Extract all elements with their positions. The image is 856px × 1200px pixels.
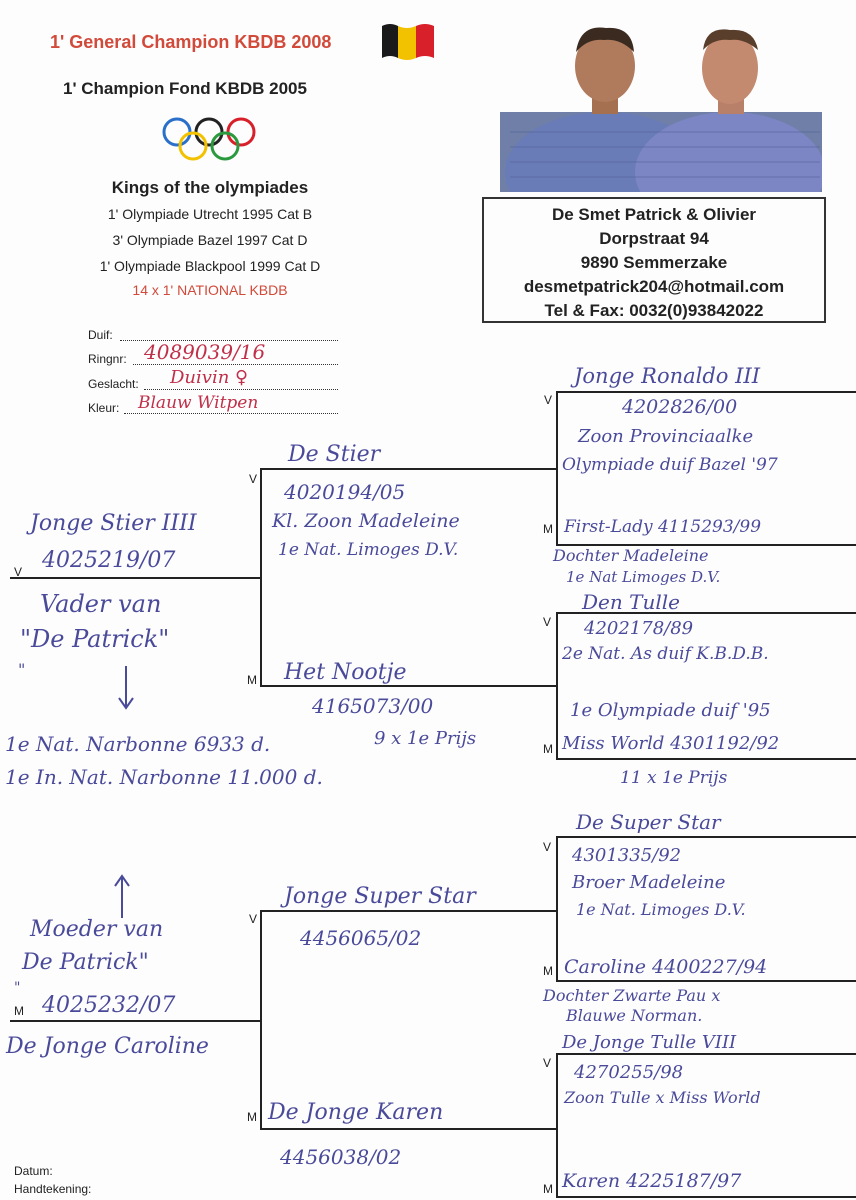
sss-ring: 4202826/00	[622, 396, 738, 418]
sire-result2: 1e In. Nat. Narbonne 11.000 d.	[5, 765, 323, 789]
dam-marker: M	[14, 1004, 24, 1018]
ss-line1: Kl. Zoon Madeleine	[272, 510, 460, 532]
sire-note2: "De Patrick"	[20, 625, 170, 653]
dd-line	[260, 1128, 558, 1130]
duif-label: Duif:	[88, 328, 113, 342]
dss-ring: 4301335/92	[572, 845, 682, 866]
ss-ring: 4020194/05	[284, 480, 406, 504]
sire-result1: 1e Nat. Narbonne 6933 d.	[5, 732, 271, 756]
dam-line	[10, 1020, 262, 1022]
sire-quote: "	[18, 660, 26, 679]
sd-name: Het Nootje	[284, 660, 407, 685]
dam-name: De Jonge Caroline	[6, 1034, 209, 1059]
dss-marker: V	[543, 840, 552, 854]
dd-bracket	[556, 1053, 558, 1198]
contact-street: Dorpstraat 94	[599, 229, 709, 248]
dsd-line1: Dochter Zwarte Pau x	[543, 986, 721, 1005]
kleur-value: Blauw Witpen	[138, 393, 259, 413]
sire-name: Jonge Stier IIII	[30, 511, 197, 536]
olympiade-line: 1' Olympiade Utrecht 1995 Cat B	[107, 206, 313, 222]
sss-marker: V	[544, 393, 553, 407]
sdd-marker: M	[543, 742, 553, 756]
ss-name: De Stier	[288, 442, 381, 467]
owners-photo	[500, 22, 822, 192]
ds-bracket	[556, 836, 558, 982]
dsd-line	[556, 980, 856, 982]
dam-note1: Moeder van	[30, 917, 164, 942]
olympiade-line: 3' Olympiade Bazel 1997 Cat D	[112, 232, 308, 248]
olympiade-line: 1' Olympiade Blackpool 1999 Cat D	[99, 258, 321, 274]
sd-line	[260, 685, 558, 687]
dds-ring: 4270255/98	[574, 1062, 684, 1083]
handtekening-label: Handtekening:	[14, 1182, 92, 1196]
dam-ring: 4025232/07	[42, 993, 176, 1018]
dds-marker: V	[543, 1056, 552, 1070]
sire-ring: 4025219/07	[42, 548, 176, 573]
ddd-name: Karen 4225187/97	[562, 1170, 742, 1192]
dss-name: De Super Star	[576, 810, 721, 834]
national-line: 14 x 1' NATIONAL KBDB	[132, 282, 288, 298]
dsd-name: Caroline 4400227/94	[564, 956, 768, 978]
dam-quote: "	[14, 980, 21, 996]
sd-bracket	[556, 612, 558, 760]
sire-line	[10, 577, 262, 579]
sire-marker: V	[14, 565, 23, 579]
dss-line1: Broer Madeleine	[572, 872, 726, 893]
geslacht-field	[144, 389, 338, 390]
sds-marker: V	[543, 615, 552, 629]
general-champion-title: 1' General Champion KBDB 2008	[50, 32, 332, 52]
ds-marker: V	[249, 912, 258, 926]
dsd-line2: Blauwe Norman.	[566, 1006, 703, 1025]
dam-bracket	[260, 910, 262, 1130]
ringnr-label: Ringnr:	[88, 352, 127, 366]
champion-fond-title: 1' Champion Fond KBDB 2005	[63, 79, 307, 98]
ringnr-value: 4089039/16	[144, 340, 266, 364]
dam-note2: De Patrick"	[22, 950, 149, 975]
ss-line2: 1e Nat. Limoges D.V.	[278, 540, 459, 560]
dss-line2: 1e Nat. Limoges D.V.	[576, 900, 746, 919]
ddd-marker: M	[543, 1182, 553, 1196]
geslacht-value: Duivin ♀	[170, 367, 249, 388]
kings-title: Kings of the olympiades	[111, 178, 309, 197]
datum-label: Datum:	[14, 1164, 53, 1178]
sd-marker: M	[247, 673, 257, 687]
sss-name: Jonge Ronaldo III	[574, 364, 760, 388]
ssd-line1: Dochter Madeleine	[553, 546, 709, 565]
sire-note1: Vader van	[40, 590, 162, 618]
ds-line	[260, 910, 558, 912]
ssd-marker: M	[543, 522, 553, 536]
sds-line1: 2e Nat. As duif K.B.D.B.	[562, 644, 769, 664]
dds-name: De Jonge Tulle VIII	[562, 1032, 737, 1053]
sdd-line	[556, 758, 856, 760]
dd-ring: 4456038/02	[280, 1145, 402, 1169]
sire-bracket	[260, 468, 262, 687]
contact-email: desmetpatrick204@hotmail.com	[523, 277, 785, 296]
ss-marker: V	[249, 472, 258, 486]
sds-line2: 1e Olympiade duif '95	[570, 700, 771, 721]
ddd-line	[556, 1196, 856, 1198]
ds-ring: 4456065/02	[300, 926, 422, 950]
dds-line1: Zoon Tulle x Miss World	[564, 1088, 761, 1107]
dss-line	[556, 836, 856, 838]
sds-name: Den Tulle	[582, 590, 680, 614]
sd-line1: 9 x 1e Prijs	[374, 728, 477, 749]
sds-ring: 4202178/89	[584, 618, 694, 639]
olympic-rings-icon	[158, 116, 262, 162]
contact-phone: Tel & Fax: 0032(0)93842022	[544, 301, 764, 320]
sss-line1: Zoon Provinciaalke	[578, 426, 754, 447]
ringnr-field	[133, 364, 338, 365]
geslacht-label: Geslacht:	[88, 377, 139, 391]
ssd-name: First-Lady 4115293/99	[564, 517, 762, 537]
kleur-field	[124, 413, 338, 414]
dds-line	[556, 1053, 856, 1055]
contact-box	[482, 197, 826, 323]
dd-name: De Jonge Karen	[268, 1100, 444, 1125]
arrow-down-icon	[116, 664, 136, 712]
dsd-marker: M	[543, 964, 553, 978]
contact-name: De Smet Patrick & Olivier	[551, 205, 757, 224]
sss-line2: Olympiade duif Bazel '97	[562, 455, 778, 475]
contact-city: 9890 Semmerzake	[580, 253, 728, 272]
ds-name: Jonge Super Star	[284, 884, 476, 909]
kleur-label: Kleur:	[88, 401, 120, 415]
ssd-line2: 1e Nat Limoges D.V.	[566, 568, 721, 586]
belgian-flag-icon	[380, 20, 436, 60]
sdd-name: Miss World 4301192/92	[562, 733, 780, 754]
ss-line	[260, 468, 558, 470]
arrow-up-icon	[112, 872, 132, 920]
sss-line	[556, 391, 856, 393]
ss-bracket	[556, 391, 558, 546]
sd-ring: 4165073/00	[312, 694, 434, 718]
sdd-line1: 11 x 1e Prijs	[620, 768, 728, 788]
dd-marker: M	[247, 1110, 257, 1124]
